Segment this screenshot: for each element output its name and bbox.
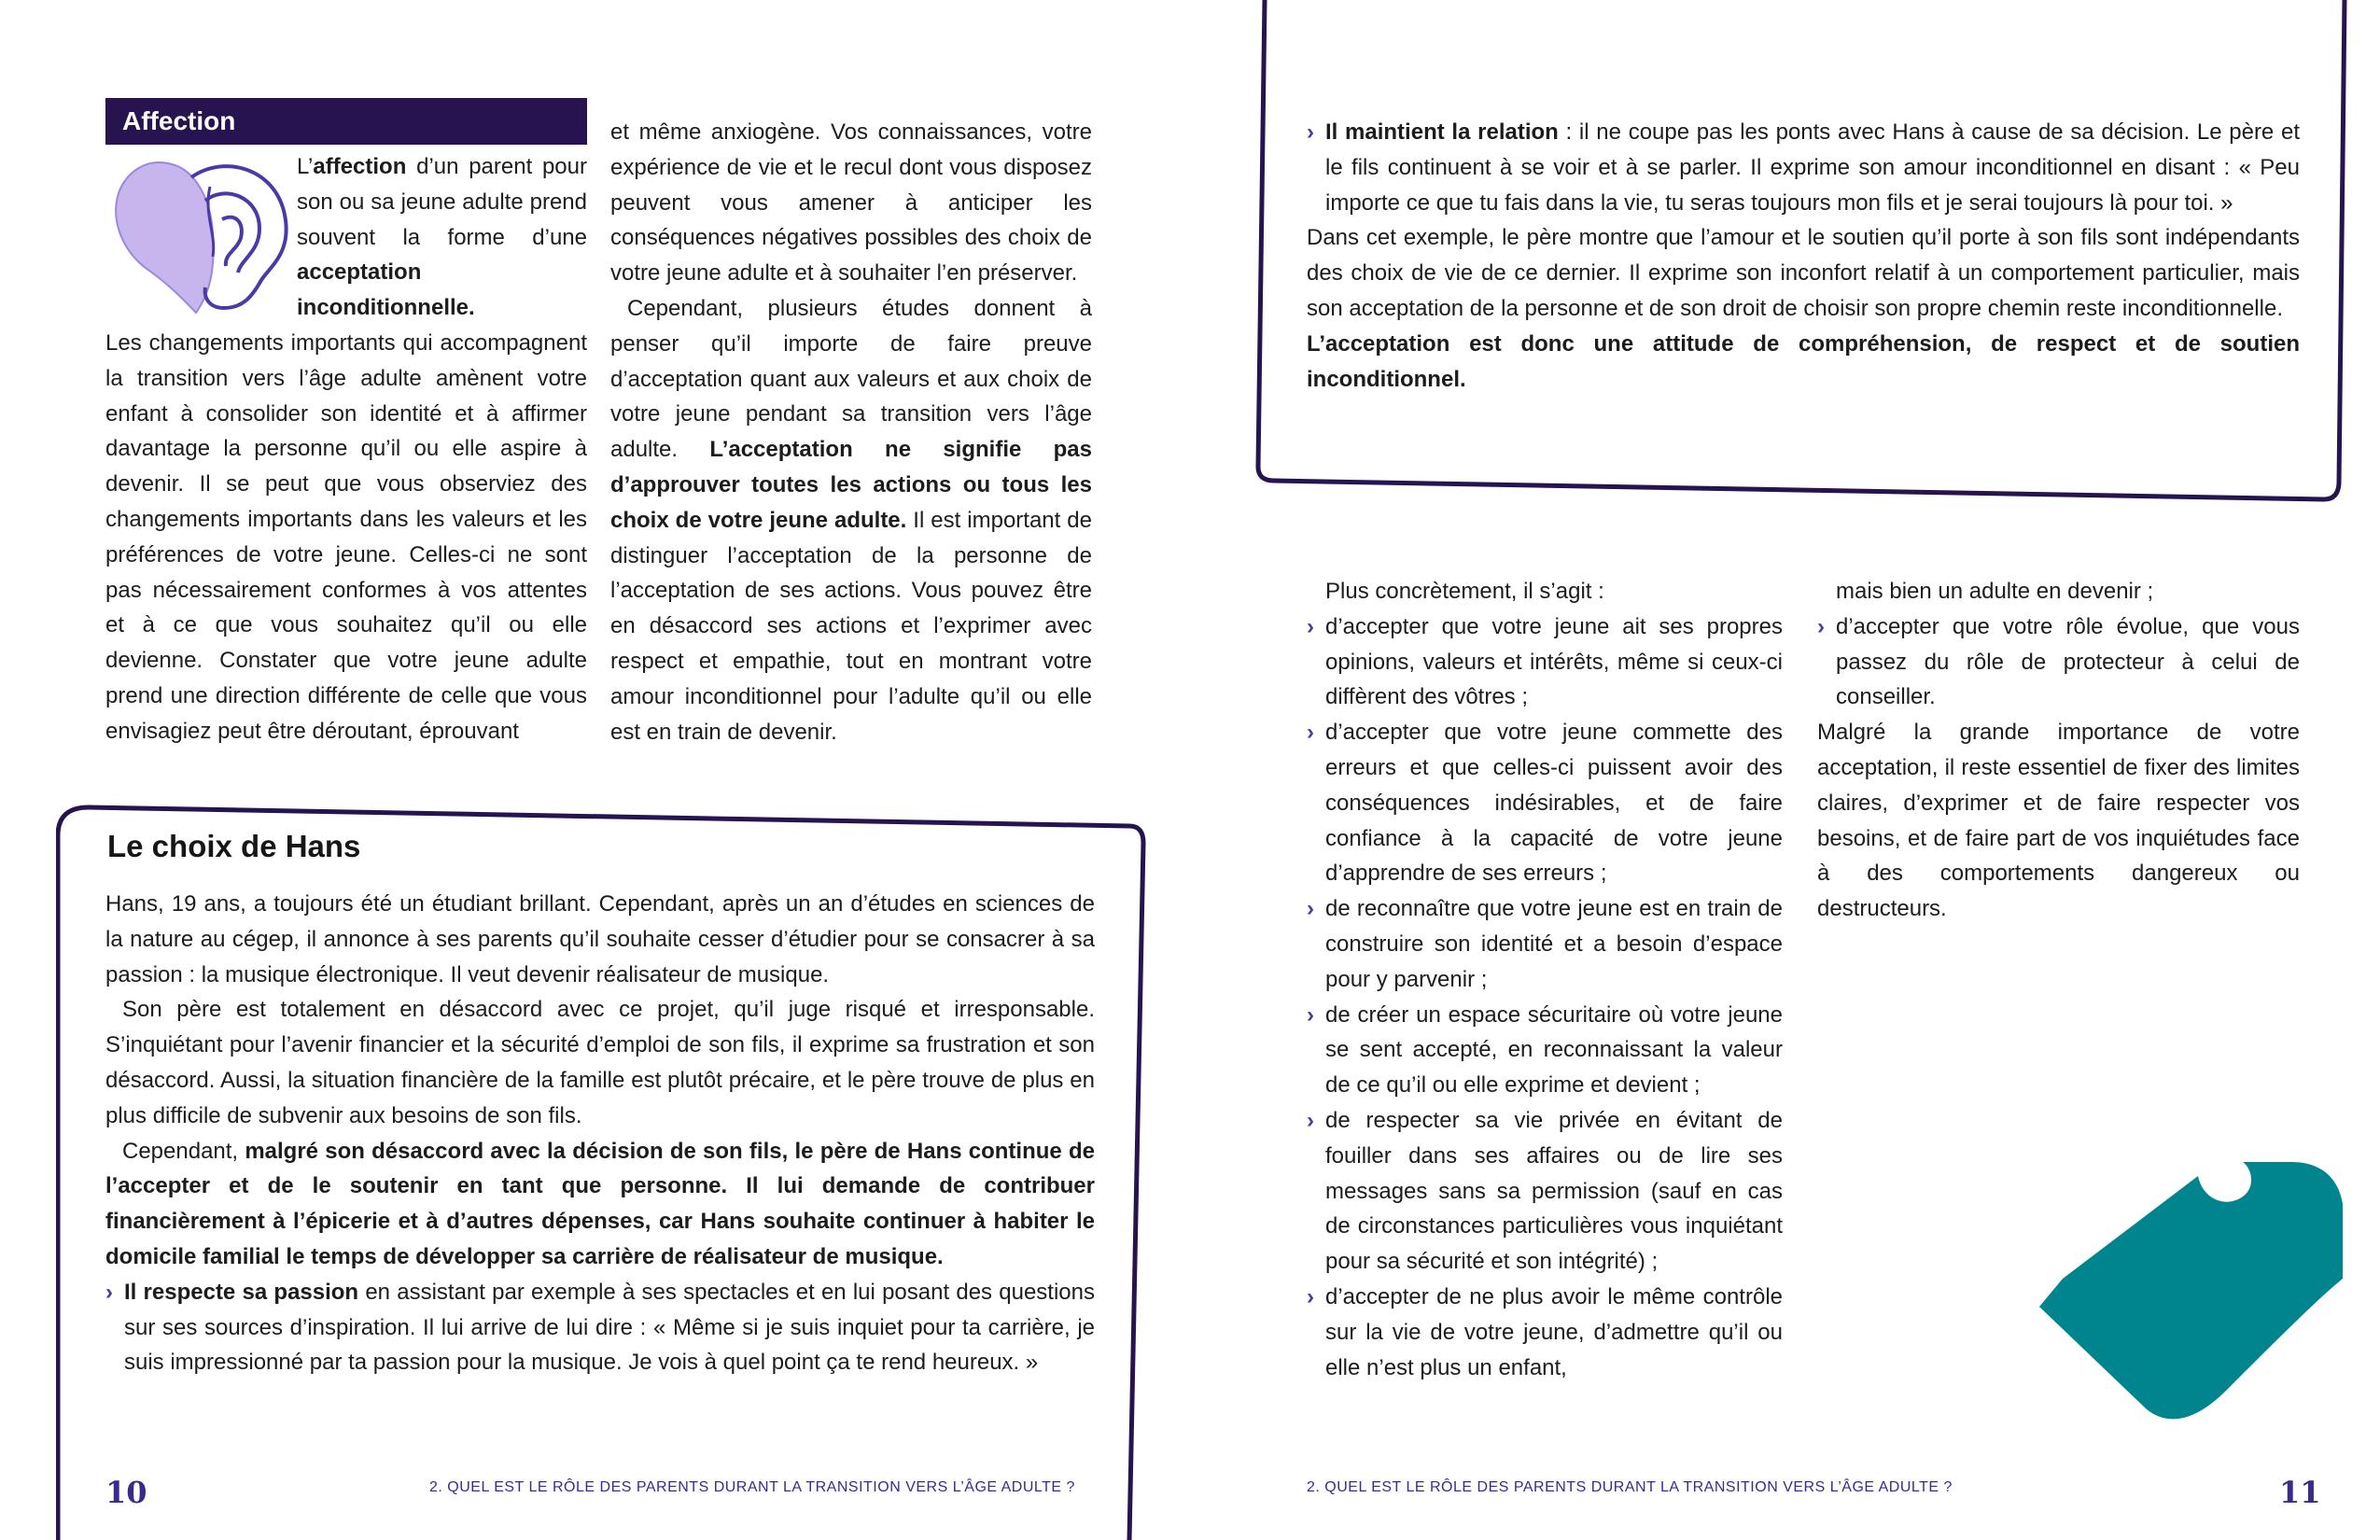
- running-footer-left: 2. QUEL EST LE RÔLE DES PARENTS DURANT LA TRANSITION VERS L’ÂGE ADULTE ?: [429, 1479, 1075, 1495]
- acceptance-bullet-5: › de respecter sa vie privée en évitant de fouiller dans ses affaires ou de lire ses messages sans sa permission (sauf en cas de circonstances particulières vous inquiétant pour sa sécurité et son intégrité) ;: [1307, 1103, 1783, 1280]
- right-box-body: [1307, 115, 2300, 397]
- acceptance-bullet-7: › d’accepter que votre rôle évolue, que vous passez du rôle de protecteur à celui de conseiller.: [1817, 609, 2300, 715]
- case-study-paragraph-2: Son père est totalement en désaccord avec ce projet, qu’il juge risqué et irresponsable. S’inquiétant pour l’avenir financier et la sécurité d’emploi de son fils, il exprime sa frustration et son désaccord. Aussi, la situation financière de la famille est plutôt précaire, et le père trouve de plus en plus difficile de subvenir aux besoins de son fils.: [105, 997, 1095, 1128]
- case-study-paragraph-1: Hans, 19 ans, a toujours été un étudiant brillant. Cependant, après un an d’études en sciences de la nature au cégep, il annonce à ses parents qu’il souhaite cesser d’étudier pour se consacrer à sa passion : la musique électronique. Il veut devenir réalisateur de musique.: [105, 891, 1095, 987]
- acceptance-bullet-6: › d’accepter de ne plus avoir le même contrôle sur la vie de votre jeune, d’admettre qu’il ou elle n’est plus un enfant,: [1307, 1280, 1783, 1385]
- bullet-respecte-passion: › Il respecte sa passion en assistant par exemple à ses spectacles et en lui posant des questions sur ses sources d’inspiration. Il lui arrive de lui dire : « Même si je suis inquiet pour ta carrière, je suis impressionné par ta passion pour la musique. Je vois à quel point ça te rend heureux. »: [105, 1275, 1095, 1380]
- right-box-paragraph-2: L’acceptation est donc une attitude de compréhension, de respect et de soutien inconditionnel.: [1307, 330, 2300, 392]
- col2-paragraph-1: et même anxiogène. Vos connaissances, votre expérience de vie et le recul dont vous disposez peuvent vous amener à anticiper les conséquences négatives possibles des choix de votre jeune adulte et à souhaiter l’en préserver.: [610, 119, 1092, 287]
- closing-paragraph: Malgré la grande importance de votre acceptation, il reste essentiel de fixer des limites claires, d’exprimer et de faire respecter vos besoins, et de faire part de vos inquiétudes face à des comportements dangereux ou destructeurs.: [1817, 720, 2300, 922]
- intro-paragraph: L’affection d’un parent pour son ou sa jeune adulte prend souvent la forme d’une acceptation inconditionnelle.: [297, 154, 587, 321]
- page-number-right: 11: [2279, 1475, 2321, 1510]
- acceptance-bullet-6-continued: mais bien un adulte en devenir ;: [1836, 579, 2154, 604]
- acceptance-bullet-4: › de créer un espace sécuritaire où votre jeune se sent accepté, en reconnaissant la valeur de ce qu’il ou elle exprime et devient ;: [1307, 998, 1783, 1103]
- acceptance-bullets-continued: [1817, 609, 2300, 715]
- acceptance-bullet-3: › de reconnaître que votre jeune est en train de construire son identité et a besoin d’espace pour y parvenir ;: [1307, 891, 1783, 997]
- case-study-bullets: [105, 1275, 1095, 1380]
- right-box-bullets: [1307, 115, 2300, 220]
- running-footer-right: 2. QUEL EST LE RÔLE DES PARENTS DURANT LA TRANSITION VERS L’ÂGE ADULTE ?: [1307, 1479, 1953, 1495]
- col1-paragraph: Les changements importants qui accompagnent la transition vers l’âge adulte amènent votre enfant à consolider son identité et à affirmer davantage la personne qu’il ou elle aspire à devenir. Il se peut que vous observiez des changements importants dans les valeurs et les préférences de votre jeune. Celles-ci ne sont pas nécessairement conformes à vos attentes et à ce que vous souhaitez qu’il ou elle devienne. Constater que votre jeune adulte prend une direction différente de celle que vous envisagiez peut être déroutant, éprouvant: [105, 329, 587, 744]
- puzzle-piece-icon: [2039, 1157, 2347, 1428]
- page-number-left: 10: [105, 1475, 147, 1510]
- bullet-maintient-relation: › Il maintient la relation : il ne coupe pas les ponts avec Hans à cause de sa décision. Le père et le fils continuent à se voir et à se parler. Il exprime son amour inconditionnel en disant : « Peu importe ce que tu fais dans la vie, tu seras toujours mon fils et je serai toujours là pour toi. »: [1307, 115, 2300, 220]
- acceptance-bullet-1: › d’accepter que votre jeune ait ses propres opinions, valeurs et intérêts, même si ceux-ci diffèrent des vôtres ;: [1307, 609, 1783, 715]
- case-study-paragraph-3: Cependant, malgré son désaccord avec la décision de son fils, le père de Hans continue de l’accepter et de le soutenir en tant que personne. Il lui demande de contribuer financièrement à l’épicerie et à d’autres dépenses, car Hans souhaite continuer à habiter le domicile familial le temps de développer sa carrière de réalisateur de musique.: [105, 1138, 1095, 1269]
- section-header-affection: Affection: [105, 98, 587, 145]
- case-study-body: [105, 887, 1095, 1380]
- right-column-1: [1307, 574, 1783, 1385]
- concrete-intro: Plus concrètement, il s’agit :: [1325, 579, 1604, 604]
- col2-paragraph-2: Cependant, plusieurs études donnent à penser qu’il importe de faire preuve d’acceptation quant aux valeurs et aux choix de votre jeune pendant sa transition vers l’âge adulte. L’acceptation ne signifie pas d’approuver toutes les actions ou tous les choix de votre jeune adulte. Il est important de distinguer l’acceptation de la personne de l’acceptation de ses actions. Vous pouvez être en désaccord ses actions et l’exprimer avec respect et empathie, tout en montrant votre amour inconditionnel pour l’adulte qu’il ou elle est en train de devenir.: [610, 295, 1092, 745]
- right-column-2: [1817, 574, 2300, 927]
- left-column-2: [610, 115, 1092, 749]
- acceptance-bullets: [1307, 609, 1783, 1386]
- acceptance-bullet-2: › d’accepter que votre jeune commette des erreurs et que celles-ci puissent avoir des conséquences indésirables, et de faire confiance à la capacité de votre jeune d’apprendre de ses erreurs ;: [1307, 715, 1783, 891]
- case-study-title: Le choix de Hans: [107, 829, 361, 863]
- right-box-paragraph-1: Dans cet exemple, le père montre que l’amour et le soutien qu’il porte à son fils sont indépendants des choix de vie de ce dernier. Il exprime son inconfort relatif à un comportement particulier, mais son acceptation de la personne et de son droit de choisir son propre chemin reste inconditionnelle.: [1307, 225, 2300, 321]
- left-column-1: [105, 149, 587, 749]
